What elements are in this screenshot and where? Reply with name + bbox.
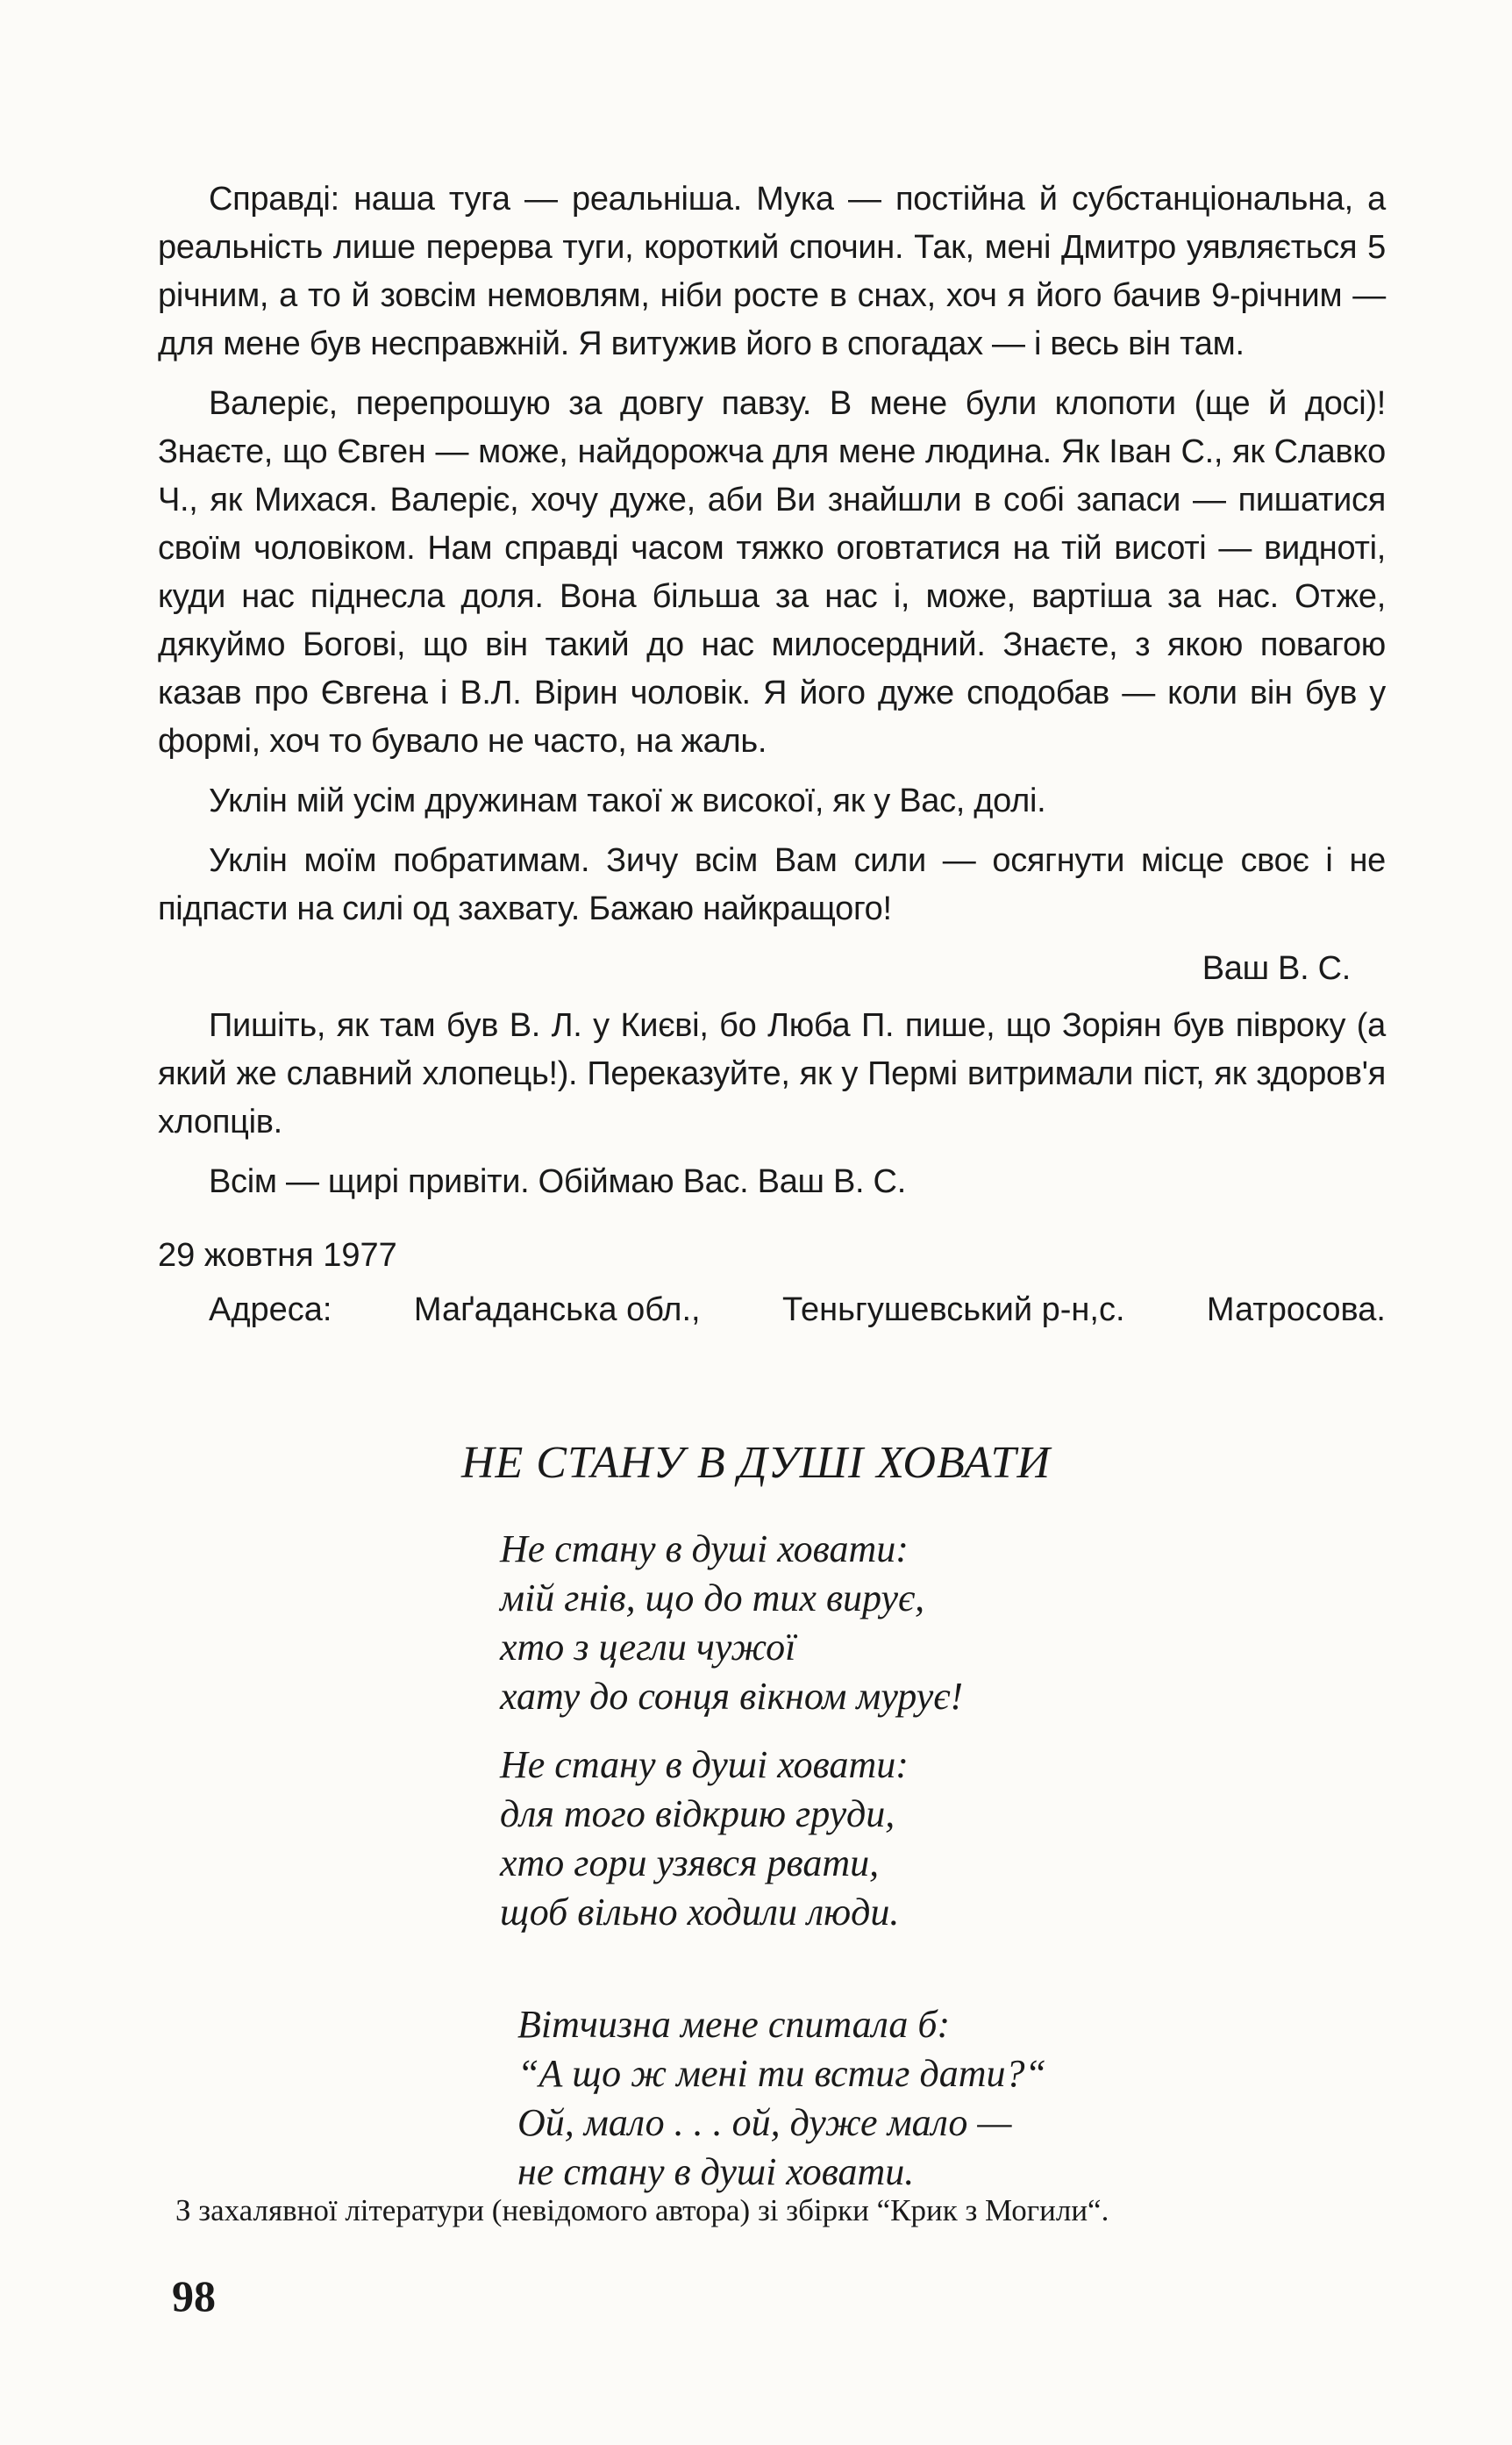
letter-signature: Ваш В. С.	[1202, 950, 1351, 987]
postscript-paragraph: Всім — щирі привіти. Обіймаю Вас. Ваш В. С.	[209, 1163, 906, 1200]
letter-date: 29 жовтня 1977	[158, 1237, 397, 1274]
poem-line: не стану в душі ховати.	[517, 2150, 915, 2193]
letter-paragraph: Уклін мій усім дружинам такої ж високої, як у Вас, долі.	[209, 783, 1046, 819]
poem-line: хто з цегли чужої	[500, 1626, 796, 1669]
poem	[500, 1525, 1046, 2216]
address-region: Маґаданська обл.,	[413, 1291, 701, 1328]
poem-line: Не стану в душі ховати:	[500, 1743, 909, 1786]
poem-line: хату до сонця вікном мурує!	[500, 1675, 964, 1718]
poem-line: для того відкрию груди,	[500, 1792, 895, 1835]
address-district: Теньгушевський р-н,с.	[781, 1291, 1125, 1328]
poem-stanza	[500, 1525, 1046, 1721]
poem-line: Ой, мало . . . ой, дуже мало —	[517, 2101, 1012, 2144]
page-number: 98	[172, 2271, 216, 2320]
poem-stanza	[500, 2000, 1046, 2197]
poem-stanza	[500, 1741, 1046, 1937]
poem-line: “А що ж мені ти встиг дати?“	[517, 2052, 1046, 2095]
address-line	[158, 1283, 1386, 1337]
date-address-block	[158, 1228, 1386, 1337]
postscript-paragraph: Пишіть, як там був В. Л. у Києві, бо Люба П. пише, що Зоріян був півроку (а який же славний хлопець!). Переказуйте, як у Пермі витримали піст, як здоров'я хлопців.	[158, 1007, 1386, 1140]
letter-body	[158, 175, 1386, 1218]
poem-title: НЕ СТАНУ В ДУШІ ХОВАТИ	[460, 1438, 1052, 1488]
source-footnote: З захалявної літератури (невідомого автора) зі збірки “Крик з Могили“.	[175, 2193, 1109, 2227]
letter-paragraph: Уклін моїм побратимам. Зичу всім Вам сили — осягнути місце своє і не підпасти на силі од захвату. Бажаю найкращого!	[158, 842, 1386, 927]
poem-line: щоб вільно ходили люди.	[500, 1891, 900, 1934]
poem-line: мій гнів, що до тих вирує,	[500, 1576, 925, 1619]
address-village: Матросова.	[1206, 1291, 1386, 1328]
letter-paragraph: Справді: наша туга — реальніша. Мука — постійна й субстанціональна, а реальність лише перерва туги, короткий спочин. Так, мені Дмитро уявляється 5 річним, а то й зовсім немовлям, ніби росте в снах, хоч я його бачив 9-річним — для мене був несправжній. Я витужив його в спогадах — і весь він там.	[158, 181, 1386, 362]
address-label: Адреса:	[209, 1291, 332, 1328]
letter-paragraph: Валеріє, перепрошую за довгу павзу. В мене були клопоти (ще й досі)! Знаєте, що Євген — може, найдорожча для мене людина. Як Іван С., як Славко Ч., як Михася. Валеріє, хочу дуже, аби Ви знайшли в собі запаси — пишатися своїм чоловіком. Нам справді часом тяжко оговтатися на тій висоті — видноті, куди нас піднесла доля. Вона більша за нас і, може, вартіша за нас. Отже, дякуймо Богові, що він такий до нас милосердний. Знаєте, з якою повагою казав про Євгена і В.Л. Вірин чоловік. Я його дуже сподобав — коли він був у формі, хоч то бувало не часто, на жаль.	[158, 385, 1386, 760]
poem-line: Вітчизна мене спитала б:	[517, 2003, 951, 2046]
poem-line: Не стану в душі ховати:	[500, 1527, 909, 1570]
poem-line: хто гори узявся рвати,	[500, 1841, 880, 1884]
